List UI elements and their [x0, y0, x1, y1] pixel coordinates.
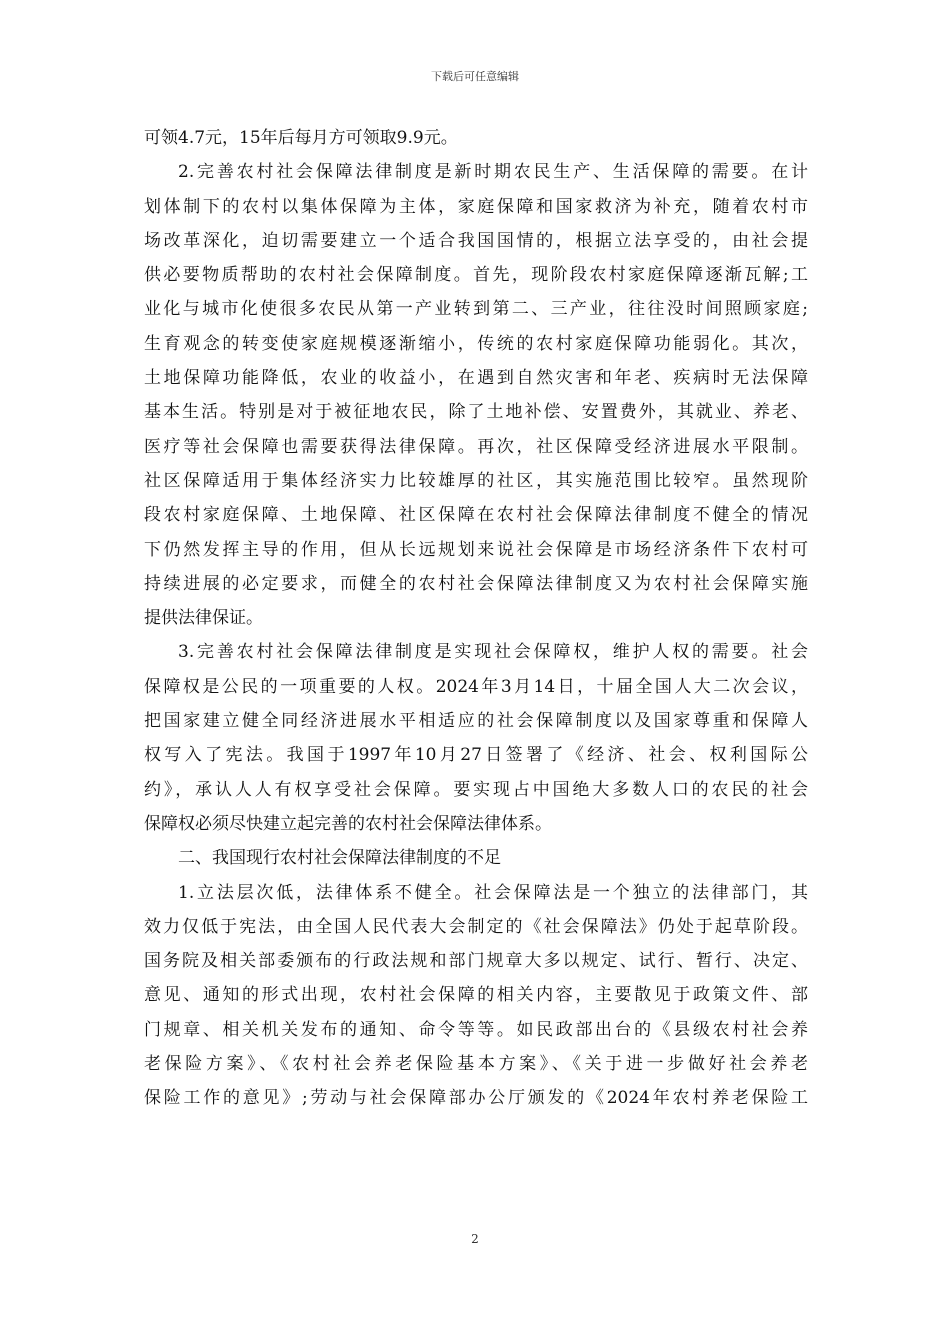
text-line: 把国家建立健全同经济进展水平相适应的社会保障制度以及国家尊重和保障人 [144, 711, 808, 732]
text-line: 段农村家庭保障、土地保障、社区保障在农村社会保障法律制度不健全的情况 [144, 505, 808, 526]
text-line: 下仍然发挥主导的作用，但从长远规划来说社会保障是市场经济条件下农村可 [144, 539, 808, 560]
page-number: 2 [471, 1232, 479, 1246]
text-line: 供必要物质帮助的农村社会保障制度。首先，现阶段农村家庭保障逐渐瓦解;工 [144, 265, 808, 286]
text-line: 门规章、相关机关发布的通知、命令等等。如民政部出台的《县级农村社会养 [144, 1019, 808, 1040]
text-line: 老保险方案》、《农村社会养老保险基本方案》、《关于进一步做好社会养老 [144, 1054, 808, 1075]
text-line: 划体制下的农村以集体保障为主体，家庭保障和国家救济为补充，随着农村市 [144, 196, 808, 217]
text-line: 效力仅低于宪法，由全国人民代表大会制定的《社会保障法》仍处于起草阶段。 [144, 916, 808, 937]
text-line: 国务院及相关部委颁布的行政法规和部门规章大多以规定、试行、暂行、决定、 [144, 951, 808, 972]
text-line: 医疗等社会保障也需要获得法律保障。再次，社区保障受经济进展水平限制。 [144, 436, 808, 457]
document-body [144, 121, 808, 1116]
text-line: 社区保障适用于集体经济实力比较雄厚的社区，其实施范围比较窄。虽然现阶 [144, 470, 808, 491]
text-line: 保障权是公民的一项重要的人权。2024年3月14日，十届全国人大二次会议， [144, 676, 808, 697]
paragraph-start-line: 2.完善农村社会保障法律制度是新时期农民生产、生活保障的需要。在计 [178, 162, 808, 183]
text-line: 生育观念的转变使家庭规模逐渐缩小，传统的农村家庭保障功能弱化。其次， [144, 333, 808, 354]
text-line: 约》，承认人人有权享受社会保障。要实现占中国绝大多数人口的农民的社会 [144, 779, 808, 800]
text-line: 权写入了宪法。我国于1997年10月27日签署了《经济、社会、权利国际公 [144, 745, 808, 766]
text-line: 保险工作的意见》;劳动与社会保障部办公厅颁发的《2024年农村养老保险工 [144, 1088, 808, 1109]
text-line: 持续进展的必定要求，而健全的农村社会保障法律制度又为农村社会保障实施 [144, 573, 808, 594]
paragraph-start-line: 3.完善农村社会保障法律制度是实现社会保障权，维护人权的需要。社会 [178, 642, 808, 663]
text-line: 土地保障功能降低，农业的收益小，在遇到自然灾害和年老、疾病时无法保障 [144, 368, 808, 389]
text-line: 提供法律保证。 [144, 608, 263, 629]
text-line: 意见、通知的形式出现，农村社会保障的相关内容，主要散见于政策文件、部 [144, 985, 808, 1006]
text-line: 场改革深化，迫切需要建立一个适合我国国情的，根据立法享受的，由社会提 [144, 230, 808, 251]
section-heading: 二、我国现行农村社会保障法律制度的不足 [178, 848, 501, 869]
paragraph-start-line: 1.立法层次低，法律体系不健全。社会保障法是一个独立的法律部门，其 [178, 882, 808, 903]
text-line: 基本生活。特别是对于被征地农民，除了土地补偿、安置费外，其就业、养老、 [144, 402, 808, 423]
text-line: 保障权必须尽快建立起完善的农村社会保障法律体系。 [144, 813, 552, 834]
text-line: 业化与城市化使很多农民从第一产业转到第二、三产业，往往没时间照顾家庭; [144, 299, 808, 320]
text-line: 可领4.7元，15年后每月方可领取9.9元。 [144, 128, 458, 148]
page-header: 下载后可任意编辑 [431, 70, 519, 83]
